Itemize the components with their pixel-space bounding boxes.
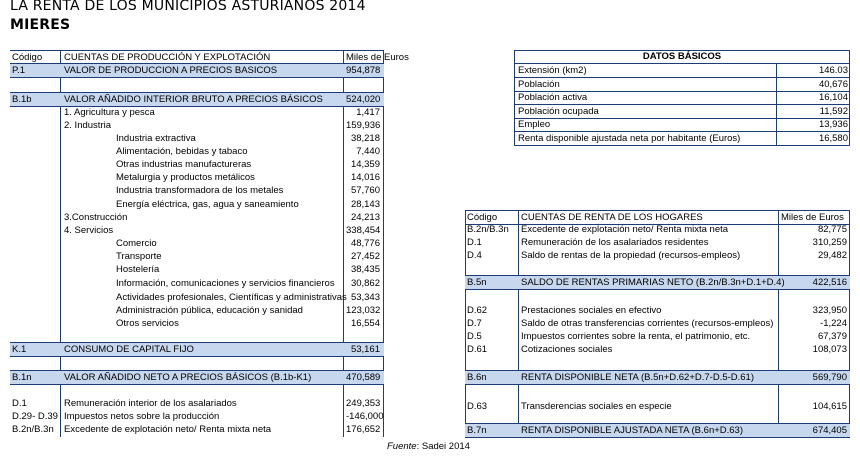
income-row: [465, 343, 850, 356]
income-row-code: B.5n: [467, 277, 487, 288]
production-row-value: 7,440: [356, 146, 380, 157]
production-row-value: 249,353: [346, 398, 381, 409]
basic-data-row: [514, 118, 850, 132]
production-row-label: Otros servicios: [116, 318, 179, 329]
production-row: [10, 397, 384, 410]
income-row: [465, 304, 850, 317]
production-row-label: Otras industrias manufactureras: [116, 159, 252, 170]
production-row-value: 470,589: [346, 372, 381, 383]
production-row-label: Comercio: [116, 238, 157, 249]
production-row-label: Actividades profesionales, Científicas y administrativas: [116, 292, 347, 303]
production-row-value: 1,417: [356, 107, 380, 118]
basic-data-label: Población ocupada: [518, 105, 599, 117]
production-row: [10, 63, 384, 78]
production-row: [10, 211, 384, 224]
production-row-label: Administración pública, educación y sanidad: [116, 305, 303, 316]
production-row-value: 30,862: [350, 278, 380, 289]
production-row-value: 159,936: [346, 120, 381, 131]
production-row-value: 14,016: [350, 172, 380, 183]
production-row-value: 27,452: [350, 251, 380, 262]
income-row-code: D.63: [467, 401, 488, 412]
production-row-label: Industria extractiva: [116, 133, 196, 144]
income-code-header: Código: [467, 212, 498, 223]
production-row: [10, 277, 384, 290]
basic-data-title: DATOS BÁSICOS: [642, 51, 722, 62]
production-row-code: B.2n/B.3n: [12, 424, 54, 435]
basic-data-label: Empleo: [518, 119, 551, 130]
production-row: [10, 224, 384, 237]
basic-data-row: [514, 64, 850, 78]
production-row: [10, 119, 384, 132]
production-row-value: 524,020: [346, 94, 381, 105]
production-row-label: Hostelería: [116, 264, 160, 275]
basic-data-label: Extensión (km2): [518, 65, 587, 76]
production-row: [10, 132, 384, 145]
basic-data-value: 16,580: [818, 132, 848, 144]
basic-data-row: [514, 78, 850, 92]
income-row-code: D.1: [467, 237, 482, 248]
income-row-code: B.7n: [467, 425, 487, 436]
production-row: [10, 184, 384, 197]
income-row-code: D.62: [467, 305, 488, 316]
income-row-label: Saldo de rentas de la propiedad (recursos-empleos): [521, 250, 741, 261]
production-row: [10, 106, 384, 119]
production-row-value: 16,554: [350, 318, 380, 329]
income-row: [465, 423, 850, 438]
production-row-value: 14,359: [350, 159, 380, 170]
production-value-header: Miles de Euros: [346, 52, 409, 63]
production-row-label: Remuneración interior de los asalariados: [64, 398, 237, 409]
production-concept-header: CUENTAS DE PRODUCCIÓN Y EXPLOTACIÓN: [64, 52, 271, 63]
production-row: [10, 250, 384, 263]
production-row-label: Transporte: [116, 251, 162, 262]
production-row-label: Energía eléctrica, gas, agua y saneamiento: [116, 199, 299, 210]
production-row-code: P.1: [12, 65, 26, 76]
production-row: [10, 237, 384, 250]
production-row-label: Información, comunicaciones y servicios financieros: [116, 278, 335, 289]
income-row-code: B.2n/B.3n: [467, 224, 509, 235]
income-row-value: 422,516: [812, 277, 847, 288]
basic-data-label: Población activa: [518, 92, 588, 103]
income-row-label: RENTA DISPONIBLE NETA (B.5n+D.62+D.7-D.5-D.61): [521, 372, 755, 383]
income-row-label: Excedente de explotación neto/ Renta mixta neta: [521, 224, 729, 235]
production-row-label: CONSUMO DE CAPITAL FIJO: [64, 344, 194, 355]
production-row-value: 53,161: [350, 344, 380, 355]
income-row-value: 82,775: [817, 224, 847, 235]
income-row: [465, 223, 850, 236]
production-row-label: Impuestos netos sobre la producción: [64, 411, 220, 422]
production-row: [10, 423, 384, 436]
production-row-value: 48,776: [350, 238, 380, 249]
production-row-value: 38,435: [350, 264, 380, 275]
basic-data-value: 16,104: [818, 92, 848, 103]
production-row-value: 53,343: [350, 292, 380, 303]
income-row: [465, 370, 850, 385]
income-row-value: 29,482: [817, 250, 847, 261]
income-row-value: 104,615: [812, 401, 847, 412]
production-row: [10, 263, 384, 276]
production-row-value: 38,218: [350, 133, 380, 144]
production-row: [10, 342, 384, 357]
production-row-code: D.29- D.39: [12, 411, 58, 422]
income-row-value: 569,790: [812, 372, 847, 383]
production-row-value: 24,213: [350, 212, 380, 223]
income-value-header: Miles de Euros: [781, 212, 844, 223]
income-concept-header: CUENTAS DE RENTA DE LOS HOGARES: [521, 212, 703, 223]
income-row-label: Prestaciones sociales en efectivo: [521, 305, 662, 316]
production-row: [10, 317, 384, 330]
income-row: [465, 249, 850, 262]
income-row-value: 323,950: [812, 305, 847, 316]
income-row: [465, 236, 850, 249]
income-row-label: RENTA DISPONIBLE AJUSTADA NETA (B.6n+D.63): [521, 425, 744, 436]
production-row-label: VALOR AÑADIDO INTERIOR BRUTO A PRECIOS BÁSICOS: [64, 94, 323, 105]
production-row-label: 4. Servicios: [64, 225, 114, 236]
production-row-value: 338,454: [346, 225, 381, 236]
production-row: [10, 145, 384, 158]
basic-data-value: 11,592: [819, 105, 848, 117]
income-row-code: D.4: [467, 250, 482, 261]
production-row-code: B.1n: [12, 372, 32, 383]
basic-data-value: 40,676: [818, 78, 848, 90]
production-row-code: D.1: [12, 398, 27, 409]
income-row-code: D.7: [467, 318, 482, 329]
income-row-code: D.61: [467, 344, 488, 355]
production-row-label: 3.Construcción: [64, 212, 128, 223]
basic-data-header: [514, 50, 850, 64]
income-row-label: SALDO DE RENTAS PRIMARIAS NETO (B.2n/B.3n+D.1+D.4): [521, 277, 785, 288]
production-row-code: B.1b: [12, 94, 32, 105]
production-row-label: Industria transformadora de los metales: [116, 185, 284, 196]
production-row-label: VALOR DE PRODUCCION A PRECIOS BASICOS: [64, 65, 278, 76]
page-title: LA RENTA DE LOS MUNICIPIOS ASTURIANOS 2014: [10, 0, 366, 14]
income-row-code: D.5: [467, 331, 482, 342]
production-row-label: 2. Industria: [64, 120, 111, 131]
production-accounts-table: [10, 50, 409, 437]
production-row-label: Metalurgia y productos metálicos: [116, 172, 255, 183]
production-row: [10, 198, 384, 211]
income-row-label: Cotizaciones sociales: [521, 344, 613, 355]
production-code-header: Código: [12, 52, 43, 63]
income-row-label: Saldo de otras transferencias corrientes (recursos-empleos): [521, 318, 774, 329]
income-row-label: Impuestos corrientes sobre la renta, el patrimonio, etc.: [521, 331, 751, 342]
income-row-value: 310,259: [812, 237, 847, 248]
basic-data-label: Población: [518, 78, 560, 90]
basic-data-row: [514, 132, 850, 146]
income-row-label: Transderencias sociales en especie: [521, 401, 672, 412]
municipality-name: MIERES: [10, 17, 71, 33]
production-row: [10, 304, 384, 317]
production-row-value: 28,143: [350, 199, 380, 210]
production-row-label: Alimentación, bebidas y tabaco: [116, 146, 248, 157]
income-row: [465, 400, 850, 413]
production-row: [10, 370, 384, 385]
income-row-value: -1,224: [820, 318, 847, 329]
source-note: [387, 441, 470, 452]
production-row-label: VALOR AÑADIDO NETO A PRECIOS BÁSICOS (B.1b-K1): [64, 372, 312, 383]
production-row: [10, 410, 384, 423]
income-row-code: B.6n: [467, 372, 487, 383]
income-row: [465, 330, 850, 343]
production-row-label: 1. Agricultura y pesca: [64, 107, 155, 118]
income-row-value: 108,073: [812, 344, 847, 355]
production-row-value: 123,032: [346, 305, 381, 316]
basic-data-row: [514, 105, 850, 119]
production-row-value: -146,000: [346, 411, 384, 422]
income-row: [465, 317, 850, 330]
production-row-value: 57,760: [350, 185, 380, 196]
basic-data-value: 146.03: [818, 65, 848, 76]
income-accounts-table: [465, 210, 850, 437]
source-text: : Sadei 2014: [416, 441, 470, 452]
production-row-value: 176,652: [346, 424, 381, 435]
income-row-value: 67,379: [817, 331, 847, 342]
production-row-label: Excedente de explotación neto/ Renta mixta neta: [64, 424, 272, 435]
basic-data-value: 13,936: [818, 119, 848, 130]
production-row-value: 954,878: [346, 65, 381, 76]
production-row: [10, 158, 384, 171]
production-row: [10, 291, 384, 304]
production-row: [10, 92, 384, 107]
income-row-value: 674,405: [812, 425, 847, 436]
basic-data-label: Renta disponible ajustada neta por habitante (Euros): [518, 132, 741, 144]
production-row: [10, 171, 384, 184]
income-row-label: Remuneración de los asalariados residentes: [521, 237, 709, 248]
production-row-code: K.1: [12, 344, 27, 355]
basic-data-table: [514, 50, 850, 146]
income-row: [465, 275, 850, 290]
source-label: Fuente: [387, 441, 417, 452]
basic-data-row: [514, 91, 850, 105]
